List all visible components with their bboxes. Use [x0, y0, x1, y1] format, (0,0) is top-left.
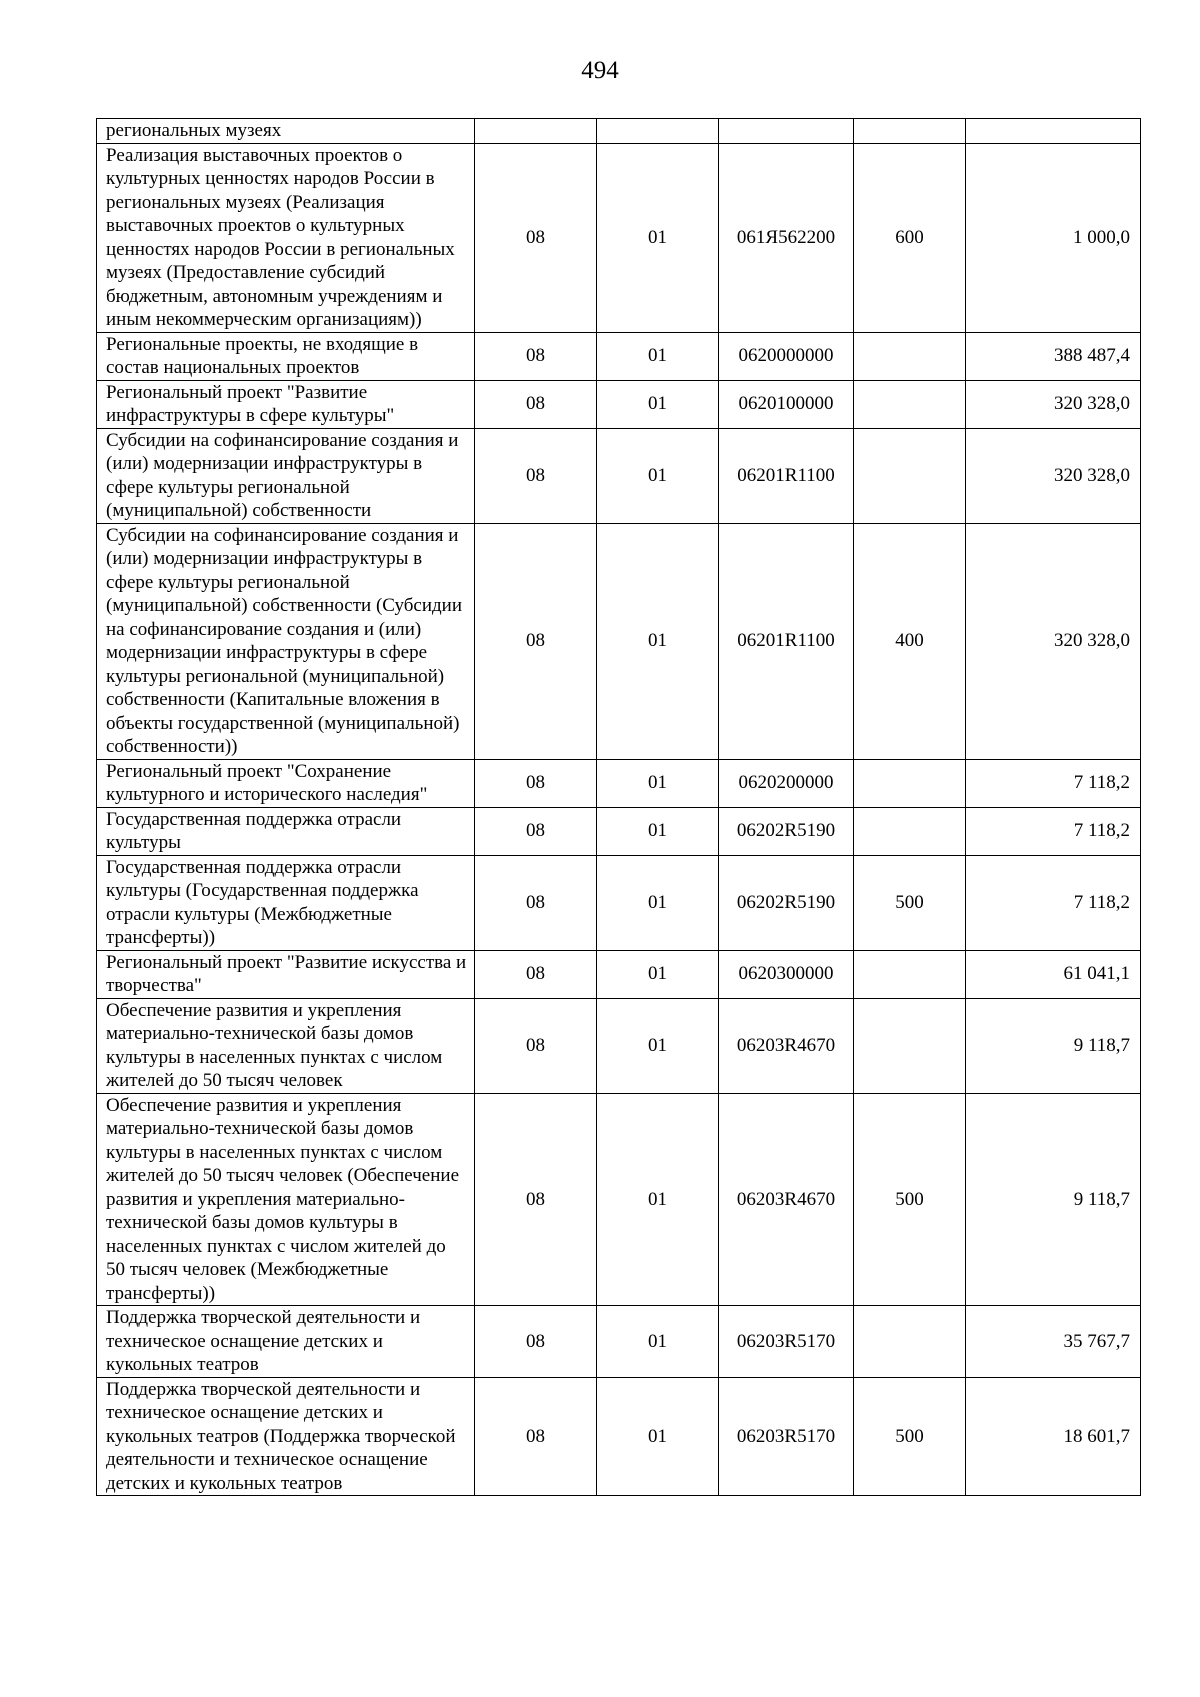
expense-type-code [854, 380, 966, 428]
section-code: 08 [475, 523, 597, 759]
target-article-code: 06203R4670 [719, 1093, 854, 1306]
amount: 320 328,0 [966, 523, 1141, 759]
item-name: Реализация выставочных проектов о культурных ценностях народов России в региональных музеях (Реализация выставочных проектов о культурных ценностях народов России в региональных музеях (Предоставление субсидий бюджетным, автономным учреждениям и иным некоммерческим организациям)) [97, 143, 475, 332]
amount: 320 328,0 [966, 428, 1141, 523]
target-article-code: 06203R5170 [719, 1306, 854, 1378]
target-article-code: 0620000000 [719, 332, 854, 380]
table-row [97, 1093, 1141, 1306]
item-name: Поддержка творческой деятельности и техническое оснащение детских и кукольных театров (Поддержка творческой деятельности и техническое оснащение детских и кукольных театров [97, 1377, 475, 1496]
section-code: 08 [475, 759, 597, 807]
amount: 7 118,2 [966, 807, 1141, 855]
subsection-code: 01 [597, 807, 719, 855]
expense-type-code: 500 [854, 1093, 966, 1306]
expense-type-code [854, 807, 966, 855]
target-article-code: 061Я562200 [719, 143, 854, 332]
section-code: 08 [475, 855, 597, 950]
section-code: 08 [475, 143, 597, 332]
subsection-code: 01 [597, 998, 719, 1093]
table-row [97, 332, 1141, 380]
subsection-code: 01 [597, 1377, 719, 1496]
target-article-code: 06201R1100 [719, 428, 854, 523]
amount: 35 767,7 [966, 1306, 1141, 1378]
target-article-code: 06202R5190 [719, 855, 854, 950]
subsection-code: 01 [597, 523, 719, 759]
amount: 1 000,0 [966, 143, 1141, 332]
subsection-code: 01 [597, 1093, 719, 1306]
section-code: 08 [475, 1377, 597, 1496]
section-code: 08 [475, 380, 597, 428]
table-row [97, 428, 1141, 523]
section-code: 08 [475, 1306, 597, 1378]
subsection-code: 01 [597, 950, 719, 998]
item-name: Региональный проект "Развитие инфраструктуры в сфере культуры" [97, 380, 475, 428]
amount: 7 118,2 [966, 855, 1141, 950]
table-row [97, 380, 1141, 428]
item-name: Региональный проект "Развитие искусства и творчества" [97, 950, 475, 998]
table-row [97, 807, 1141, 855]
table-row [97, 950, 1141, 998]
item-name: Поддержка творческой деятельности и техническое оснащение детских и кукольных театров [97, 1306, 475, 1378]
subsection-code [597, 119, 719, 144]
expense-type-code [854, 950, 966, 998]
target-article-code: 0620200000 [719, 759, 854, 807]
target-article-code: 0620300000 [719, 950, 854, 998]
amount: 61 041,1 [966, 950, 1141, 998]
table-row [97, 523, 1141, 759]
expense-type-code [854, 119, 966, 144]
subsection-code: 01 [597, 380, 719, 428]
subsection-code: 01 [597, 855, 719, 950]
item-name: Обеспечение развития и укрепления материально-технической базы домов культуры в населенных пунктах с числом жителей до 50 тысяч человек (Обеспечение развития и укрепления материально-технической базы домов культуры в населенных пунктах с числом жителей до 50 тысяч человек (Межбюджетные трансферты)) [97, 1093, 475, 1306]
amount: 9 118,7 [966, 1093, 1141, 1306]
item-name: региональных музеях [97, 119, 475, 144]
page-number: 494 [581, 57, 619, 84]
subsection-code: 01 [597, 759, 719, 807]
target-article-code: 0620100000 [719, 380, 854, 428]
target-article-code: 06202R5190 [719, 807, 854, 855]
item-name: Государственная поддержка отрасли культуры (Государственная поддержка отрасли культуры (Межбюджетные трансферты)) [97, 855, 475, 950]
amount: 7 118,2 [966, 759, 1141, 807]
target-article-code [719, 119, 854, 144]
expense-type-code: 500 [854, 1377, 966, 1496]
item-name: Обеспечение развития и укрепления материально-технической базы домов культуры в населенных пунктах с числом жителей до 50 тысяч человек [97, 998, 475, 1093]
table-row [97, 855, 1141, 950]
section-code: 08 [475, 998, 597, 1093]
target-article-code: 06203R4670 [719, 998, 854, 1093]
section-code: 08 [475, 332, 597, 380]
item-name: Субсидии на софинансирование создания и (или) модернизации инфраструктуры в сфере культуры региональной (муниципальной) собственности [97, 428, 475, 523]
expense-type-code [854, 998, 966, 1093]
amount: 18 601,7 [966, 1377, 1141, 1496]
item-name: Субсидии на софинансирование создания и (или) модернизации инфраструктуры в сфере культуры региональной (муниципальной) собственности (Субсидии на софинансирование создания и (или) модернизации инфраструктуры в сфере культуры региональной (муниципальной) собственности (Капитальные вложения в объекты государственной (муниципальной) собственности)) [97, 523, 475, 759]
table-row [97, 1377, 1141, 1496]
item-name: Региональный проект "Сохранение культурного и исторического наследия" [97, 759, 475, 807]
item-name: Государственная поддержка отрасли культуры [97, 807, 475, 855]
target-article-code: 06201R1100 [719, 523, 854, 759]
subsection-code: 01 [597, 143, 719, 332]
section-code: 08 [475, 428, 597, 523]
amount: 9 118,7 [966, 998, 1141, 1093]
table-row [97, 759, 1141, 807]
expense-type-code: 600 [854, 143, 966, 332]
subsection-code: 01 [597, 428, 719, 523]
expense-type-code [854, 428, 966, 523]
budget-table [96, 118, 1141, 1496]
amount [966, 119, 1141, 144]
section-code [475, 119, 597, 144]
item-name: Региональные проекты, не входящие в состав национальных проектов [97, 332, 475, 380]
table-row [97, 143, 1141, 332]
table-row [97, 998, 1141, 1093]
table-row [97, 119, 1141, 144]
subsection-code: 01 [597, 1306, 719, 1378]
expense-type-code [854, 1306, 966, 1378]
target-article-code: 06203R5170 [719, 1377, 854, 1496]
expense-type-code [854, 332, 966, 380]
expense-type-code: 500 [854, 855, 966, 950]
section-code: 08 [475, 1093, 597, 1306]
section-code: 08 [475, 807, 597, 855]
expense-type-code [854, 759, 966, 807]
expense-type-code: 400 [854, 523, 966, 759]
amount: 388 487,4 [966, 332, 1141, 380]
table-row [97, 1306, 1141, 1378]
amount: 320 328,0 [966, 380, 1141, 428]
subsection-code: 01 [597, 332, 719, 380]
section-code: 08 [475, 950, 597, 998]
